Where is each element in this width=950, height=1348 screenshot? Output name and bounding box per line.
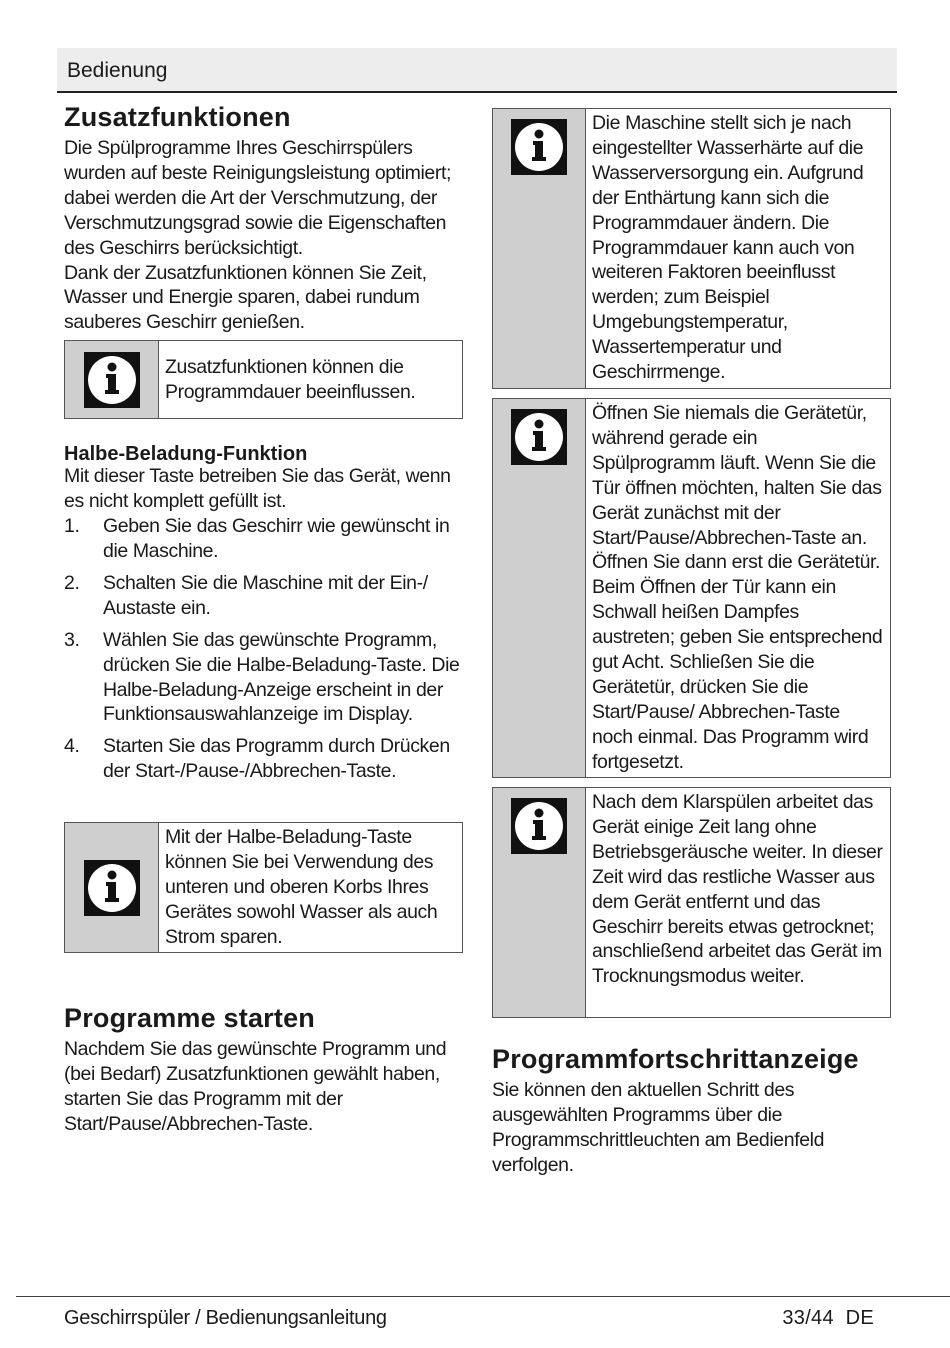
heading-zusatzfunktionen: Zusatzfunktionen	[64, 102, 291, 132]
heading-halbe-beladung: Halbe-Beladung-Funktion	[64, 443, 308, 466]
footer-document-title: Geschirrspüler / Bedienungsanleitung	[64, 1307, 387, 1329]
info-box-programmdauer	[64, 340, 463, 419]
list-item: 1. Geben Sie das Geschirr wie gewünscht in die Maschine.	[64, 515, 450, 562]
halbe-beladung-steps	[64, 514, 464, 784]
programmfortschritt-text: Sie können den aktuellen Schritt des ausgewählten Programms über die Programmschrittleuchten am Bedienfeld verfolgen.	[492, 1079, 825, 1176]
info-text: Öffnen Sie niemals die Gerätetür, während gerade ein Spülprogramm läuft. Wenn Sie die Tür öffnen möchten, halten Sie das Gerät zunächst mit der Start/Pause/Abbrechen-Taste an. Öffnen Sie dann erst die Gerätetür. Beim Öffnen der Tür kann ein Schwall heißen Dampfes austreten; geben Sie entsprechend gut Acht. Schließen Sie die Gerätetür, drücken Sie die Start/Pause/ Abbrechen-Taste noch einmal. Das Programm wird fortgesetzt.	[592, 402, 883, 773]
info-text: Mit der Halbe-Beladung-Taste können Sie bei Verwendung des unteren und oberen Korbs Ihres Gerätes sowohl Wasser als auch Strom sparen.	[165, 826, 438, 948]
info-icon	[493, 788, 586, 1017]
list-item: 2. Schalten Sie die Maschine mit der Ein-/ Austaste ein.	[64, 571, 428, 619]
info-icon	[493, 109, 586, 388]
info-box-geraetetuer	[492, 398, 891, 778]
right-column	[492, 108, 892, 1178]
info-text: Die Maschine stellt sich je nach eingestellter Wasserhärte auf die Wasserversorgung ein. Aufgrund der Enthärtung kann sich die Programmdauer ändern. Die Programmdauer kann auch von weiteren Faktoren beeinflusst werden; zum Beispiel Umgebungstemperatur, Wassertemperatur und Geschirrmenge.	[592, 112, 864, 384]
section-title: Bedienung	[67, 59, 168, 82]
list-item: 4. Starten Sie das Programm durch Drücken der Start-/Pause-/Abbrechen-Taste.	[64, 735, 450, 783]
intro-paragraph-1: Die Spülprogramme Ihres Geschirrspülers wurden auf beste Reinigungsleistung optimiert; dabei werden die Art der Verschmutzung, der Verschmutzungsgrad sowie die Eigenschaften des Geschirrs berücksichtigt.	[64, 137, 452, 259]
footer-divider	[16, 1296, 950, 1297]
heading-programmfortschrittanzeige: Programmfortschrittanzeige	[492, 1044, 859, 1074]
list-item: 3. Wählen Sie das gewünschte Programm, drücken Sie die Halbe-Beladung-Taste. Die Halbe-Beladung-Anzeige erscheint in der Funktionsauswahlanzeige im Display.	[64, 628, 460, 726]
halbe-beladung-intro: Mit dieser Taste betreiben Sie das Gerät, wenn es nicht komplett gefüllt ist.	[64, 465, 451, 513]
intro-paragraph-2: Dank der Zusatzfunktionen können Sie Zeit, Wasser und Energie sparen, dabei rundum sauberes Geschirr genießen.	[64, 261, 427, 334]
info-text: Zusatzfunktionen können die Programmdauer beeinflussen.	[165, 356, 416, 404]
info-box-halbe-beladung	[64, 822, 463, 953]
info-box-wasserhaerte	[492, 108, 891, 389]
info-text: Nach dem Klarspülen arbeitet das Gerät einige Zeit lang ohne Betriebsgeräusche weiter. In dieser Zeit wird das restliche Wasser aus dem Gerät entfernt und das Geschirr bereits etwas getrocknet; anschließend arbeitet das Gerät im Trocknungsmodus weiter.	[592, 791, 883, 988]
info-icon	[493, 399, 586, 777]
programme-starten-text: Nachdem Sie das gewünschte Programm und (bei Bedarf) Zusatzfunktionen gewählt haben, starten Sie das Programm mit der Start/Pause/Abbrechen-Taste.	[64, 1038, 447, 1135]
section-header	[57, 48, 897, 93]
heading-programme-starten: Programme starten	[64, 1003, 315, 1034]
footer-page-number: 33/44 DE	[782, 1307, 874, 1329]
left-column	[64, 100, 464, 1137]
info-box-klarspuelen	[492, 787, 891, 1018]
info-icon	[65, 823, 159, 952]
info-icon	[65, 341, 159, 418]
